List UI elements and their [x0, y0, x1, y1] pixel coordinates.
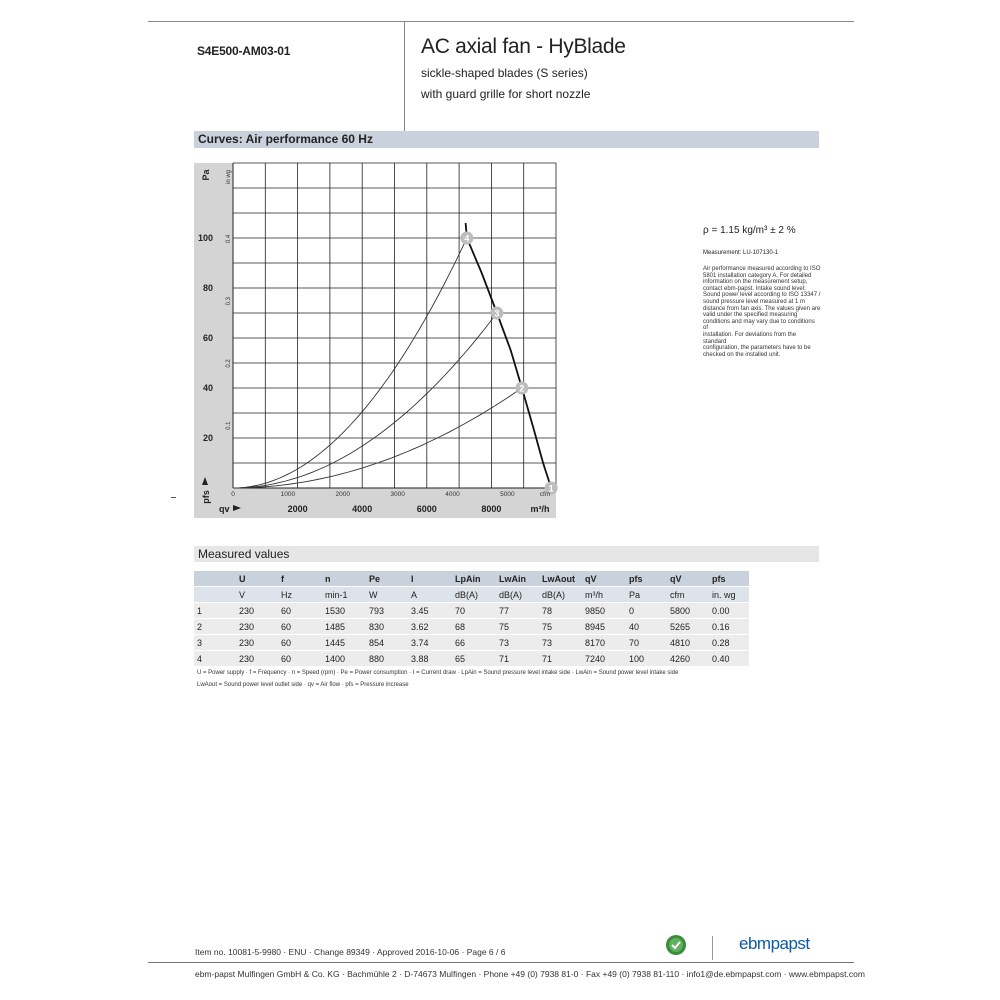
green-seal-icon	[665, 934, 687, 956]
table-cell: 75	[539, 619, 582, 635]
operating-point-3	[490, 307, 503, 320]
x-tick-label-secondary: 3000	[390, 491, 405, 498]
table-cell: 7240	[582, 651, 626, 667]
table-cell: 793	[366, 603, 408, 619]
operating-point-label: 1	[548, 483, 554, 494]
table-cell: Pa	[626, 587, 667, 603]
table-cell: A	[408, 587, 452, 603]
table-cell: 3.62	[408, 619, 452, 635]
table-cell: 1400	[322, 651, 366, 667]
x-unit-secondary: cfm	[539, 491, 551, 498]
description-line: contact ebm-papst. Intake sound level:	[703, 285, 806, 292]
table-cell: 100	[626, 651, 667, 667]
table-cell: pfs	[626, 571, 667, 587]
table-cell: 3.45	[408, 603, 452, 619]
description-line: installation. For deviations from the standard	[703, 331, 797, 345]
description-line: distance from fan axis. The values given are	[703, 305, 821, 312]
table-cell: 3.88	[408, 651, 452, 667]
table-cell: 71	[496, 651, 539, 667]
header-top-rule	[148, 21, 854, 22]
operating-point-label: 2	[519, 383, 525, 394]
company-address: ebm-papst Mulfingen GmbH & Co. KG · Bachmühle 2 · D-74673 Mulfingen · Phone +49 (0) 7938 81-0 · Fax +49 (0) 7938 81-110 · info1@de.ebmpapst.com · www.ebmpapst.com	[195, 969, 865, 979]
ebmpapst-logo: ebmpapst	[739, 934, 810, 953]
table-cell: m³/h	[582, 587, 626, 603]
x-tick-label: 8000	[481, 504, 502, 514]
legend-line-2: LwAout = Sound power level outlet side · qv = Air flow · pfs = Pressure increase	[197, 682, 409, 688]
footer-rule	[148, 962, 854, 963]
table-cell: 73	[539, 635, 582, 651]
description-line: conditions and may vary due to conditions of	[703, 318, 815, 332]
table-cell: 40	[626, 619, 667, 635]
operating-point-label: 3	[494, 308, 500, 319]
table-cell: U	[236, 571, 278, 587]
table-cell: 0.28	[709, 635, 749, 651]
table-row	[194, 603, 749, 619]
x-tick-label-secondary: 5000	[500, 491, 515, 498]
table-cell: 60	[278, 619, 322, 635]
table-cell: 8945	[582, 619, 626, 635]
table-cell: 0.00	[709, 603, 749, 619]
table-cell: 880	[366, 651, 408, 667]
table-cell: 60	[278, 651, 322, 667]
table-cell: min-1	[322, 587, 366, 603]
description-line: checked on the installed unit.	[703, 351, 781, 358]
table-row	[194, 635, 749, 651]
model-number: S4E500-AM03-01	[197, 44, 291, 58]
y-tick-label: 40	[202, 383, 213, 393]
y-tick-label-secondary: 0.3	[226, 297, 232, 306]
description-line: information on the measurement setup,	[703, 279, 808, 286]
table-cell: 60	[278, 603, 322, 619]
table-cell: 71	[539, 651, 582, 667]
table-cell: n	[322, 571, 366, 587]
table-cell: 9850	[582, 603, 626, 619]
table-cell: 4260	[667, 651, 709, 667]
operating-point-label: 4	[464, 233, 470, 244]
table-cell: 1445	[322, 635, 366, 651]
subtitle-grille: with guard grille for short nozzle	[421, 87, 591, 101]
table-cell: 5265	[667, 619, 709, 635]
table-cell: 2	[194, 619, 236, 635]
table-cell: 3.74	[408, 635, 452, 651]
margin-mark	[171, 497, 176, 498]
x-tick-label-secondary: 1000	[280, 491, 296, 498]
table-cell: LwAout	[539, 571, 582, 587]
table-cell: 0.40	[709, 651, 749, 667]
table-cell: 0.16	[709, 619, 749, 635]
table-cell: Hz	[278, 587, 322, 603]
table-cell: 77	[496, 603, 539, 619]
measurement-note: Measurement: LU-107130-1	[703, 250, 779, 256]
x-tick-label: 2000	[287, 504, 308, 514]
table-row	[194, 619, 749, 635]
y-axis-unit: Pa	[201, 169, 211, 181]
table-cell: 854	[366, 635, 408, 651]
item-info: Item no. 10081-5-9980 · ENU · Change 89349 · Approved 2016-10-06 · Page 6 / 6	[195, 947, 506, 957]
x-tick-label-secondary: 0	[231, 491, 235, 498]
description-line: configuration, the parameters have to be	[703, 345, 811, 352]
x-tick-label: 4000	[352, 504, 373, 514]
table-header-row	[194, 571, 749, 587]
header-divider	[404, 21, 405, 137]
table-cell: 830	[366, 619, 408, 635]
legend-line-1: U = Power supply · f = Frequency · n = Speed (rpm) · Pe = Power consumption · I = Current draw · LpAin = Sound pressure level intake side · LwAin = Sound power level intake side	[197, 670, 679, 676]
table-cell: cfm	[667, 587, 709, 603]
table-row	[194, 651, 749, 667]
measured-values-band	[194, 546, 819, 562]
x-axis-unit: m³/h	[530, 504, 550, 514]
table-cell: 3	[194, 635, 236, 651]
y-tick-label: 20	[202, 433, 213, 443]
table-cell: 78	[539, 603, 582, 619]
table-cell: I	[408, 571, 452, 587]
table-cell: in. wg	[709, 587, 749, 603]
table-cell: W	[366, 587, 408, 603]
table-cell: 73	[496, 635, 539, 651]
curves-band-label: Curves: Air performance 60 Hz	[198, 132, 373, 146]
y-axis-label: pfs	[201, 490, 211, 504]
table-cell: 230	[236, 603, 278, 619]
measured-values-table	[194, 571, 749, 667]
table-cell: 65	[452, 651, 496, 667]
table-cell: 5800	[667, 603, 709, 619]
y-axis-unit-secondary: in wg	[226, 169, 232, 185]
table-cell: LpAin	[452, 571, 496, 587]
y-tick-label: 80	[202, 283, 213, 293]
table-cell: qV	[582, 571, 626, 587]
description-line: Sound power level according to ISO 13347 /	[703, 292, 821, 299]
operating-point-2	[515, 382, 528, 395]
x-axis-label: qv	[219, 504, 230, 514]
table-cell: dB(A)	[452, 587, 496, 603]
footer-divider	[712, 936, 713, 960]
y-tick-label-secondary: 0.1	[226, 421, 232, 430]
operating-point-4	[460, 232, 473, 245]
table-cell: 66	[452, 635, 496, 651]
table-cell: 70	[626, 635, 667, 651]
table-cell: qV	[667, 571, 709, 587]
x-tick-label-secondary: 2000	[335, 491, 350, 498]
table-cell: dB(A)	[539, 587, 582, 603]
table-cell	[194, 587, 236, 603]
page-title: AC axial fan - HyBlade	[421, 35, 626, 58]
table-cell: 70	[452, 603, 496, 619]
table-cell: 75	[496, 619, 539, 635]
table-cell: 1485	[322, 619, 366, 635]
description-line: sound pressure level measured at 1 m	[703, 298, 806, 305]
table-cell: 1	[194, 603, 236, 619]
table-cell: Pe	[366, 571, 408, 587]
y-tick-label-secondary: 0.2	[226, 359, 232, 368]
table-cell: 68	[452, 619, 496, 635]
table-cell: dB(A)	[496, 587, 539, 603]
description-line: valid under the specified measuring	[703, 312, 798, 319]
table-cell: 0	[626, 603, 667, 619]
description-line: Air performance measured according to ISO	[703, 266, 821, 272]
measurement-description	[703, 266, 821, 358]
table-cell: pfs	[709, 571, 749, 587]
table-cell: f	[278, 571, 322, 587]
measured-values-title: Measured values	[198, 547, 290, 561]
table-cell: 230	[236, 651, 278, 667]
table-cell: 230	[236, 619, 278, 635]
table-cell: 4810	[667, 635, 709, 651]
table-cell: LwAin	[496, 571, 539, 587]
y-tick-label-secondary: 0.4	[226, 234, 232, 244]
density-note: ρ = 1.15 kg/m³ ± 2 %	[703, 225, 796, 236]
table-cell: 1530	[322, 603, 366, 619]
x-tick-label: 6000	[416, 504, 437, 514]
y-tick-label: 60	[202, 333, 213, 343]
curves-band	[194, 131, 819, 148]
table-units-row	[194, 587, 749, 603]
table-cell: V	[236, 587, 278, 603]
table-cell: 4	[194, 651, 236, 667]
subtitle-blades: sickle-shaped blades (S series)	[421, 66, 588, 80]
y-tick-label: 100	[197, 233, 213, 243]
description-line: 5801 installation category A. For detailed	[703, 272, 812, 279]
x-tick-label-secondary: 4000	[445, 491, 460, 498]
table-cell: 230	[236, 635, 278, 651]
table-cell	[194, 571, 236, 587]
table-cell: 8170	[582, 635, 626, 651]
table-cell: 60	[278, 635, 322, 651]
air-performance-chart	[193, 158, 563, 520]
